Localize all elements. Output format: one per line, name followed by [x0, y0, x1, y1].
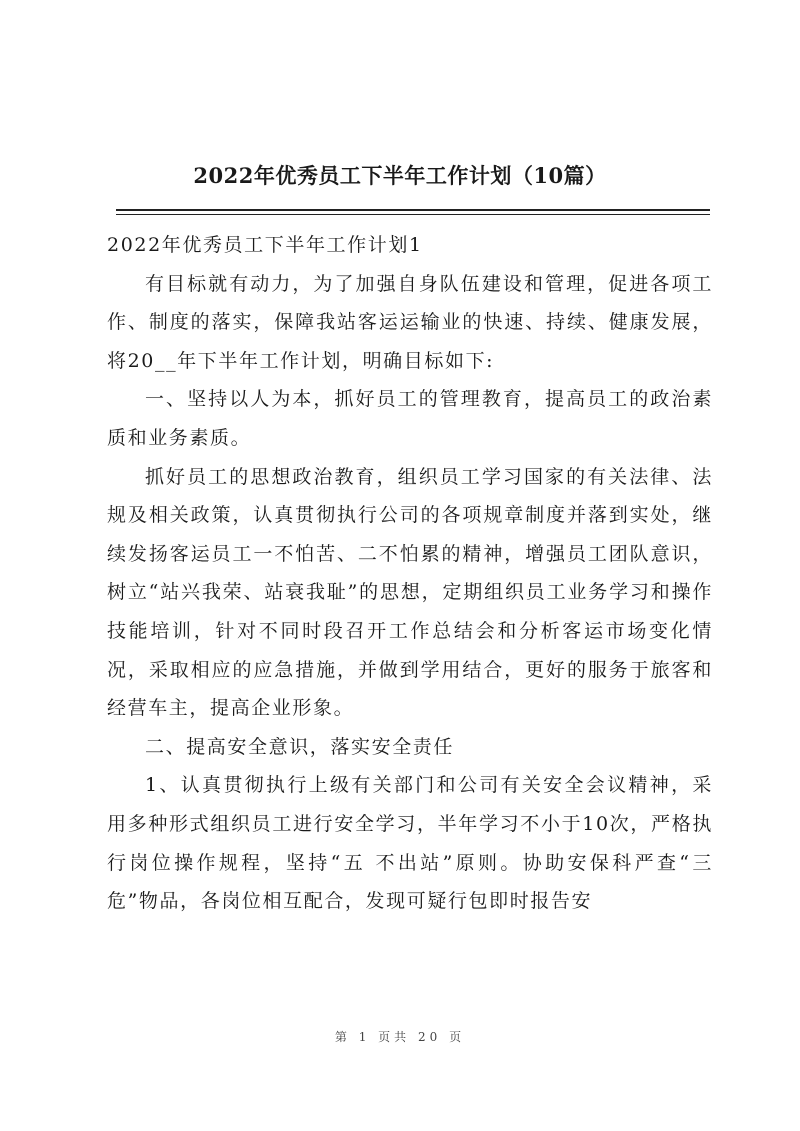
document-body — [107, 226, 713, 921]
title-rule-thin — [116, 214, 710, 215]
title-rule-thick — [116, 209, 710, 211]
page-footer: 第 1 页共 20 页 — [334, 1030, 466, 1044]
paragraph-point-one: 一、坚持以人为本，抓好员工的管理教育，提高员工的政治素质和业务素质。 — [107, 388, 713, 449]
section-heading: 2022年优秀员工下半年工作计划1 — [107, 234, 423, 256]
paragraph-point-two: 二、提高安全意识，落实安全责任 — [145, 735, 455, 758]
paragraph-education: 抓好员工的思想政治教育，组织员工学习国家的有关法律、法规及相关政策，认真贯彻执行公司的各项规章制度并落到实处，继续发扬客运员工一不怕苦、二不怕累的精神，增强员工团队意识，树立“站兴我荣、站衰我耻”的思想，定期组织员工业务学习和操作技能培训，针对不同时段召开工作总结会和分析客运市场变化情况，采取相应的应急措施，并做到学用结合，更好的服务于旅客和经营车主，提高企业形象。 — [107, 465, 713, 720]
paragraph-safety: 1、认真贯彻执行上级有关部门和公司有关安全会议精神，采用多种形式组织员工进行安全学习，半年学习不小于10次，严格执行岗位操作规程，坚持“五 不出站”原则。协助安保科严查“三危”物品，各岗位相互配合，发现可疑行包即时报告安 — [107, 774, 713, 913]
document-title: 2022年优秀员工下半年工作计划（10篇） — [193, 163, 607, 188]
paragraph-intro: 有目标就有动力，为了加强自身队伍建设和管理，促进各项工作、制度的落实，保障我站客运运输业的快速、持续、健康发展，将20__年下半年工作计划，明确目标如下: — [107, 272, 713, 372]
